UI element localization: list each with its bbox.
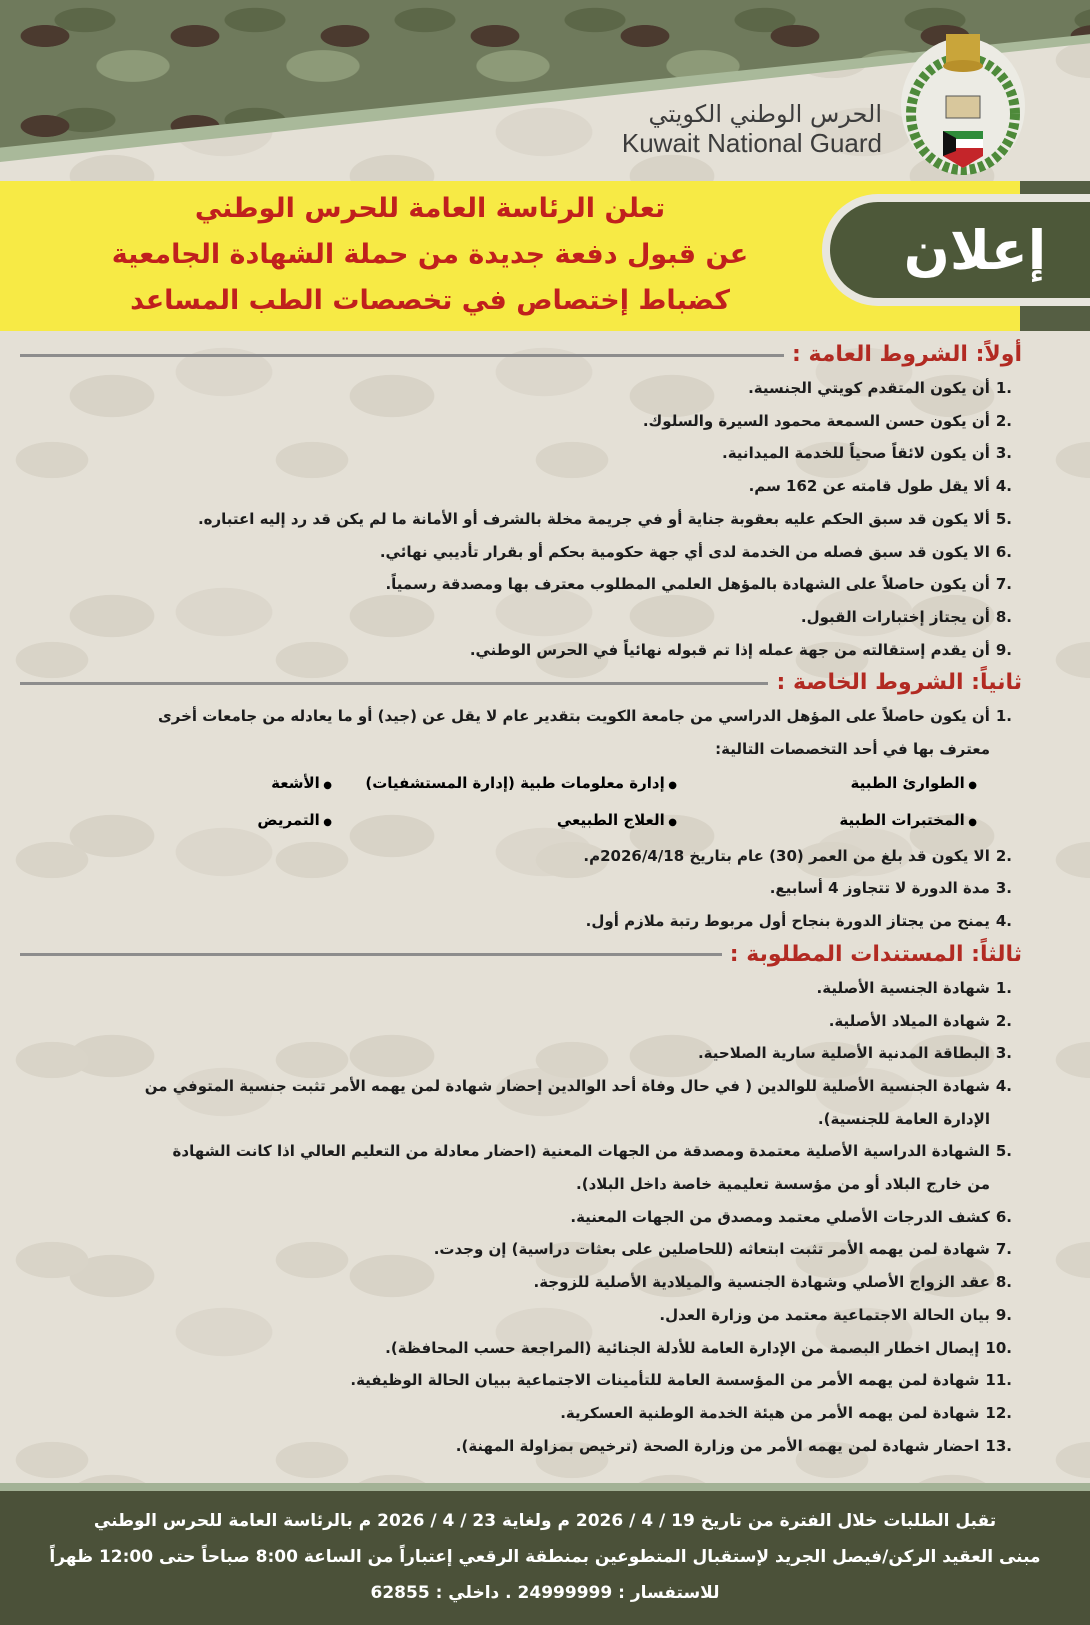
item-text: شهادة لمن يهمه الأمر تثبت ابتعاثه (للحاصلين على بعثات دراسية) إن وجدت.: [433, 1240, 990, 1259]
item-text: ألا يكون قد سبق الحكم عليه بعقوبة جناية أو في جريمة مخلة بالشرف أو الأمانة ما لم يكن قد رد إليه اعتباره.: [197, 509, 990, 528]
item-text: أن يكون المتقدم كويتي الجنسية.: [748, 379, 990, 397]
list-item: [20, 840, 1012, 873]
item-number: 11.: [985, 1371, 1012, 1390]
announcement-body: [0, 338, 1090, 1462]
item-number: 2.: [995, 1011, 1012, 1030]
item-number: 3.: [995, 879, 1012, 898]
item-text: أن يكون حاصلاً على المؤهل الدراسي من جامعة الكويت بتقدير عام لا يقل عن (جيد) أو ما يعادله من جامعات أخرى: [158, 707, 990, 726]
item-number: 9.: [995, 640, 1012, 659]
list-item: [20, 1397, 1012, 1430]
item-text: أن يكون لائقاً صحياً للخدمة الميدانية.: [722, 444, 990, 463]
divider: [20, 953, 722, 956]
item-text: البطاقة المدنية الأصلية سارية الصلاحية.: [697, 1044, 990, 1063]
brand-name-ar: الحرس الوطني الكويتي: [648, 100, 882, 128]
item-number: 1.: [995, 379, 1012, 397]
list-item: [20, 972, 1012, 1005]
list-item: [20, 1332, 1012, 1365]
list-item: [20, 568, 1012, 601]
item-text: شهادة الميلاد الأصلية.: [828, 1011, 990, 1030]
list-item: [20, 700, 1012, 733]
item-number: 2.: [995, 411, 1012, 430]
brand-name-en: Kuwait National Guard: [621, 128, 882, 158]
item-number: 3.: [995, 444, 1012, 463]
section-heading-special: [20, 666, 1022, 700]
specialty: ● الأشعة: [271, 766, 332, 803]
item-number: 4.: [995, 912, 1012, 931]
item-number: 4.: [995, 1076, 1012, 1095]
footer-info: [0, 1483, 1090, 1625]
title-line: عن قبول دفعة جديدة من حملة الشهادة الجامعية: [111, 239, 749, 270]
list-item: [20, 1005, 1012, 1038]
item-number: 12.: [985, 1403, 1012, 1422]
list-item-continued: الإدارة العامة للجنسية).: [817, 1109, 990, 1128]
item-number: 5.: [995, 509, 1012, 528]
item-text: الا يكون قد بلغ من العمر (30) عام بتاريخ 2026/4/18م.: [583, 846, 990, 865]
title-line: تعلن الرئاسة العامة للحرس الوطني: [194, 193, 666, 224]
list-item: [20, 905, 1012, 938]
specialties-row: [20, 766, 1012, 803]
item-text: يمنح من يجتاز الدورة بنجاح أول مربوط رتبة ملازم أول.: [585, 912, 990, 931]
item-number: 10.: [985, 1338, 1012, 1357]
list-item: [20, 601, 1012, 634]
specialties-row: [20, 803, 1012, 840]
list-item: [20, 872, 1012, 905]
item-number: 2.: [995, 846, 1012, 865]
list-item: [20, 1364, 1012, 1397]
item-number: 8.: [995, 1273, 1012, 1292]
item-number: 8.: [995, 607, 1012, 626]
list-item: [20, 437, 1012, 470]
item-number: 9.: [995, 1305, 1012, 1324]
announcement-title: [40, 186, 820, 324]
list-item: [20, 1201, 1012, 1234]
item-text: مدة الدورة لا تتجاوز 4 أسابيع.: [769, 879, 990, 898]
item-text: شهادة الجنسية الأصلية.: [816, 978, 990, 997]
item-text: شهادة لمن يهمه الأمر من هيئة الخدمة الوطنية العسكرية.: [560, 1403, 980, 1422]
item-text: شهادة الجنسية الأصلية للوالدين ( في حال وفاة أحد الوالدين إحضار شهادة لمن يهمه الأمر تثبت جنسية المتوفي من: [144, 1076, 990, 1095]
list-item: [20, 372, 1012, 405]
list-item-continued: معترف بها في أحد التخصصات التالية:: [715, 740, 990, 759]
item-number: 7.: [995, 1240, 1012, 1259]
specialty: ● التمريض: [257, 803, 332, 840]
item-text: أن يجتاز إختبارات القبول.: [800, 607, 990, 626]
item-text: ألا يقل طول قامته عن 162 سم.: [748, 477, 990, 496]
item-number: 7.: [995, 575, 1012, 594]
list-item: [20, 536, 1012, 569]
contact-info: للاستفسار : 24999999 . داخلي : 62855: [370, 1583, 720, 1603]
section-heading-general: [20, 338, 1022, 372]
specialty: ● الطوارئ الطبية: [677, 766, 977, 803]
item-text: إيصال اخطار البصمة من الإدارة العامة للأدلة الجنائية (المراجعة حسب المحافظة).: [385, 1338, 980, 1357]
section-title: ثالثاً: المستندات المطلوبة :: [729, 941, 1022, 967]
item-number: 13.: [985, 1436, 1012, 1455]
item-text: كشف الدرجات الأصلي معتمد ومصدق من الجهات المعنية.: [570, 1207, 990, 1226]
list-item: [20, 634, 1012, 667]
list-item: [20, 1299, 1012, 1332]
list-item: [20, 1135, 1012, 1168]
item-text: أن يكون حاصلاً على الشهادة بالمؤهل العلمي المطلوب معترف بها ومصدقة رسمياً.: [385, 575, 990, 594]
item-text: شهادة لمن يهمه الأمر من المؤسسة العامة للتأمينات الاجتماعية ببيان الحالة الوظيفية.: [350, 1371, 980, 1390]
brand-name: [622, 100, 882, 159]
list-item: [20, 1266, 1012, 1299]
specialty: ● إدارة معلومات طبية (إدارة المستشفيات): [332, 766, 677, 803]
item-number: 5.: [995, 1142, 1012, 1161]
item-text: بيان الحالة الاجتماعية معتمد من وزارة العدل.: [659, 1305, 990, 1324]
item-text: أن يقدم إستقالته من جهة عمله إذا تم قبوله نهائياً في الحرس الوطني.: [469, 640, 990, 659]
item-number: 6.: [995, 542, 1012, 561]
item-text: احضار شهادة لمن يهمه الأمر من وزارة الصحة (ترخيص بمزاولة المهنة).: [455, 1436, 980, 1455]
national-guard-emblem-icon: [898, 26, 1028, 176]
list-item: [20, 1070, 1012, 1103]
item-number: 1.: [995, 978, 1012, 997]
section-title: ثانياً: الشروط الخاصة :: [776, 670, 1022, 696]
divider: [20, 682, 768, 685]
item-text: أن يكون حسن السمعة محمود السيرة والسلوك.: [642, 411, 990, 430]
documents-list: [20, 972, 1012, 1463]
section-title: أولاً: الشروط العامة :: [791, 342, 1022, 367]
list-item: [20, 470, 1012, 503]
specialty: ● العلاج الطبيعي: [332, 803, 677, 840]
item-text: الشهادة الدراسية الأصلية معتمدة ومصدقة من الجهات المعنية (احضار معادلة من التعليم العالي اذا كانت الشهادة: [172, 1142, 990, 1161]
item-number: 4.: [995, 477, 1012, 496]
announcement-badge: إعلان: [830, 202, 1090, 298]
item-number: 3.: [995, 1044, 1012, 1063]
item-text: الا يكون قد سبق فصله من الخدمة لدى أي جهة حكومية بحكم أو بقرار تأديبي نهائي.: [379, 542, 990, 561]
location-hours: مبنى العقيد الركن/فيصل الجريد لإستقبال المتطوعين بمنطقة الرقعي إعتباراً من الساعة 8:00 صباحاً حتى 12:00 ظهراً: [49, 1547, 1041, 1567]
section-heading-documents: [20, 938, 1022, 972]
item-number: 6.: [995, 1207, 1012, 1226]
list-item-continued: من خارج البلاد أو من مؤسسة تعليمية خاصة داخل البلاد).: [576, 1175, 990, 1194]
list-item: [20, 1233, 1012, 1266]
title-line: كضباط إختصاص في تخصصات الطب المساعد: [130, 285, 730, 316]
specialty: ● المختبرات الطبية: [677, 803, 977, 840]
item-number: 1.: [995, 707, 1012, 726]
application-period: تقبل الطلبات خلال الفترة من تاريخ 19 / 4 / 2026 م ولغاية 23 / 4 / 2026 م بالرئاسة العامة للحرس الوطني: [93, 1511, 997, 1531]
list-item: [20, 1430, 1012, 1463]
item-text: عقد الزواج الأصلي وشهادة الجنسية والميلادية الأصلية للزوجة.: [533, 1273, 990, 1292]
list-item: [20, 1037, 1012, 1070]
list-item: [20, 405, 1012, 438]
divider: [20, 354, 784, 357]
list-item: [20, 503, 1012, 536]
